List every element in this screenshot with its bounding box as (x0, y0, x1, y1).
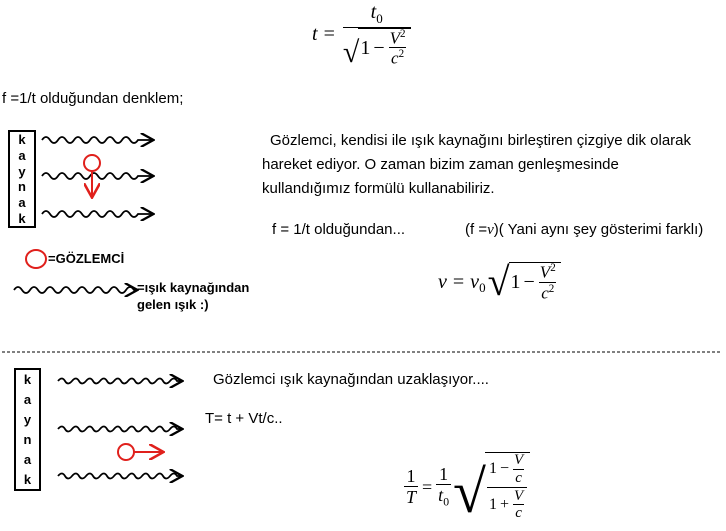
light-wave-icon (58, 427, 181, 432)
formula-c: c (515, 469, 522, 486)
formula-one: 1 (360, 36, 371, 59)
formula-c-exp: 2 (548, 282, 555, 295)
f-note-right: )( Yani aynı şey gösterimi farklı) (493, 221, 704, 238)
f-inverse-t-line: f = 1/t olduğundan... (272, 221, 406, 238)
source-letter: k (18, 132, 26, 148)
legend-observer-icon (26, 250, 46, 268)
formula-eq: = (452, 270, 465, 293)
source-letter: y (23, 412, 32, 428)
formula-c: c (515, 505, 522, 522)
source-letter: a (23, 392, 32, 408)
source-letter: a (18, 194, 26, 210)
legend-observer-label: =GÖZLEMCİ (48, 251, 125, 266)
legend-light-wave-icon (14, 287, 136, 293)
formula-v: V (539, 262, 551, 282)
legend-light-label-1: =ışık kaynağından (137, 280, 250, 295)
formula-minus: − (499, 460, 509, 478)
formula-minus: − (373, 36, 385, 59)
light-wave-icon (42, 211, 152, 217)
observer-icon (84, 155, 100, 171)
formula-one: 1 (510, 271, 521, 293)
source-letter: n (18, 179, 26, 195)
formula-num-t: t (370, 1, 377, 23)
formula-v: V (514, 487, 524, 504)
f-note-nu: ν (487, 222, 494, 238)
source-letter: y (18, 163, 26, 179)
formula-t: t (312, 23, 318, 46)
legend-light-label-2: gelen ışık :) (137, 297, 209, 312)
formula-v-exp: 2 (399, 27, 406, 40)
formula-one: 1 (488, 460, 497, 478)
receding-observer-line: Gözlemci ışık kaynağından uzaklaşıyor.... (213, 371, 489, 388)
formula-minus: − (523, 271, 535, 293)
formula-eq: = (422, 476, 433, 497)
source-box-2 (14, 368, 41, 491)
formula-v: V (514, 452, 524, 468)
source-letter: k (23, 471, 32, 487)
formula-frequency (438, 259, 561, 304)
formula-one: 1 (406, 466, 416, 487)
formula-v-exp: 2 (550, 262, 556, 274)
paragraph-line: Gözlemci, kendisi ile ışık kaynağını birleştiren çizgiye dik olarak (270, 132, 692, 149)
formula-T: T (406, 487, 417, 507)
observer-icon (118, 444, 134, 460)
formula-c-exp: 2 (398, 48, 405, 61)
formula-t0-sub: 0 (443, 495, 450, 509)
formula-nu: ν (438, 270, 447, 293)
formula-sqrt: √ 1 − $\frac{V^2}{c^2}$ (488, 262, 561, 302)
source-letter: k (18, 210, 26, 226)
formula-c: c (391, 48, 399, 68)
light-wave-icon (42, 137, 152, 143)
light-wave-icon (58, 474, 181, 479)
formula-sqrt: √ 1 − $\frac{V}{c}$ 1 + $\frac{V}{c}$ (453, 452, 530, 522)
light-wave-icon (58, 379, 181, 384)
source-letter: n (23, 431, 32, 447)
formula-one: 1 (439, 464, 449, 485)
formula-sqrt: √ 1 − $\frac{V^2}{c^2}$ (343, 28, 411, 68)
period-equation-line: T= t + Vt/c.. (205, 410, 283, 427)
formula-doppler (404, 452, 530, 525)
formula-v: V (389, 28, 400, 48)
paragraph-line: hareket ediyor. O zaman bizim zaman genleşmesinde (262, 156, 619, 173)
source-letter: a (18, 147, 26, 163)
formula-eq: = (323, 23, 335, 46)
formula-nu0-sub: 0 (479, 280, 486, 295)
paragraph-line: kullandığımız formülü kullanabiliriz. (262, 180, 495, 197)
source-letter: k (23, 372, 32, 388)
line-f-definition: f =1/t olduğundan denklem; (2, 90, 184, 107)
formula-t0: t (438, 485, 444, 505)
section1-paragraph (262, 129, 691, 201)
formula-nu0: ν (470, 270, 480, 293)
formula-c: c (541, 283, 549, 303)
formula-one: 1 (488, 495, 497, 513)
formula-plus: + (499, 495, 509, 513)
f-note-left: (f = (465, 221, 488, 238)
source-letter: a (23, 451, 32, 467)
formula-num-sub: 0 (376, 11, 383, 26)
light-wave-icon (42, 173, 152, 179)
f-nu-note (465, 219, 703, 241)
